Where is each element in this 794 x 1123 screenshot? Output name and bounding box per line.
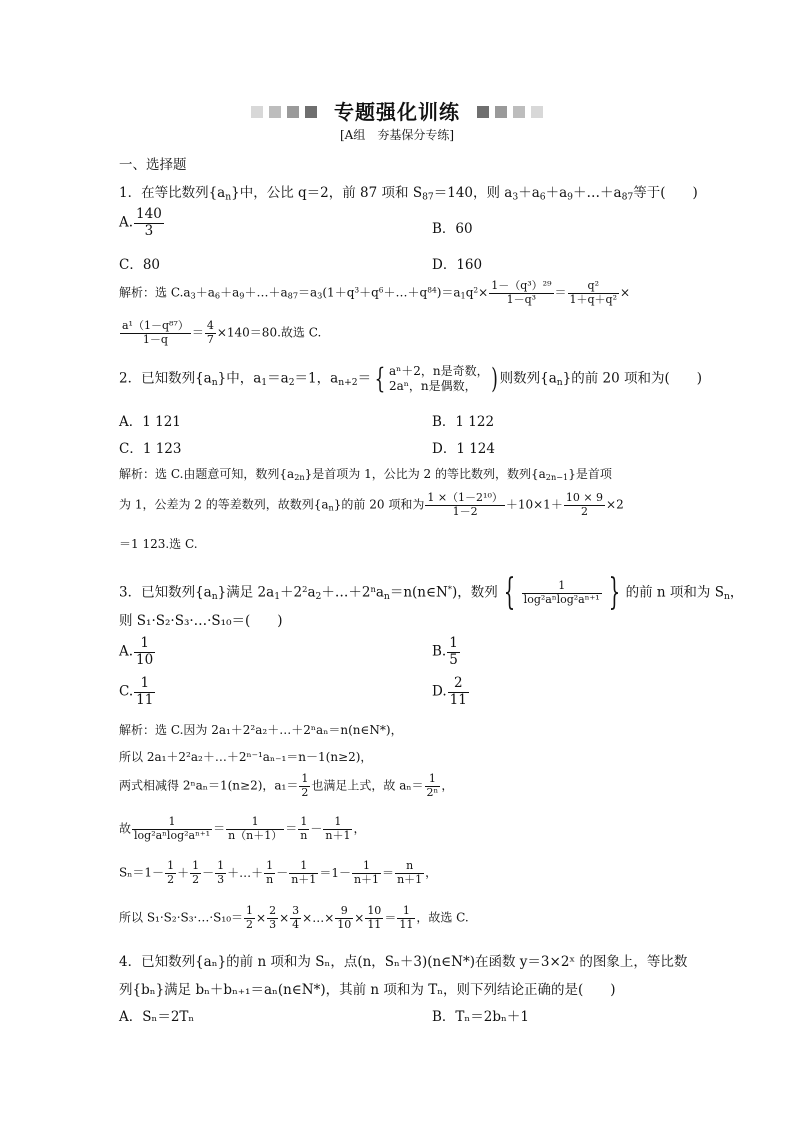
fraction-den: log²aⁿlog²aⁿ⁺¹ <box>134 828 211 842</box>
option-label: A. <box>119 214 134 231</box>
fraction-den: n＋1 <box>397 872 423 886</box>
fraction-den: 11 <box>367 917 382 931</box>
text: 3．已知数列{a <box>119 584 212 601</box>
fraction-den: 1－2 <box>452 504 478 518</box>
q1-option-c: C．80 <box>119 257 161 273</box>
fraction-den: 10 <box>136 651 154 668</box>
q2-solution-line3: ＝1 123.选 C. <box>119 537 198 551</box>
fraction-num: 1 <box>352 860 381 874</box>
text: ＝n(n∈N <box>389 584 448 601</box>
fraction-den: n <box>300 828 308 842</box>
q2-option-b: B．1 122 <box>432 414 495 430</box>
text: 则数列{a <box>499 370 557 387</box>
fraction-den: 2ⁿ <box>426 785 439 799</box>
fraction <box>289 860 318 886</box>
fraction <box>299 773 310 799</box>
page-title: 专题强化训练 <box>334 100 460 124</box>
text: }满足 2a <box>217 584 275 601</box>
text: 解析：选 C.a <box>119 285 191 300</box>
fraction <box>120 320 191 346</box>
fraction-num: 3 <box>292 904 300 917</box>
right-brace: ) <box>490 362 498 395</box>
q2-solution-line2: 为 1，公差为 2 的等差数列，故数列$\{a_n\}$的前 20 项和为 $\frac{\text{1 ×（1－2¹⁰）}}{1-2}$ ＋10×1＋ $\frac{10 \times 9}{2}$ ×2 <box>119 491 624 518</box>
fraction <box>226 816 284 842</box>
fraction-num: 9 <box>335 905 353 919</box>
fraction <box>447 636 460 668</box>
q4-option-a: A．Sₙ＝2Tₙ <box>119 1009 195 1025</box>
fraction-den: n＋1 <box>291 872 317 886</box>
q1-option-a <box>119 207 165 239</box>
fraction-num: 1 ×（1－2¹⁰） <box>427 491 503 504</box>
fraction-den: 5 <box>449 651 458 668</box>
operator: ＝1－ <box>319 865 351 880</box>
text: ，故选 C. <box>416 910 469 925</box>
q3-stem: 3．已知数列$\{a_n\}$满足 $2a_1+2^2a_2+\dots+2^na_n=n(n\in N^*)$，数列 { $\frac{1}{\text{log²aⁿlog²aⁿ⁺¹}}$ } 的前 n 项和为 $S_n$， <box>119 572 744 613</box>
header-square <box>531 106 543 118</box>
fraction-num: 2 <box>269 904 277 917</box>
q2-solution-line1: 解析：选 C.由题意可知，数列$\{a_{2n}\}$是首项为 1，公比为 2 的等比数列，数列$\{a_{2n-1}\}$是首项 <box>119 467 612 483</box>
fraction-num: 1 <box>217 859 225 872</box>
fraction-den: n＋1 <box>353 872 380 886</box>
fraction-den: n（n＋1） <box>228 828 283 842</box>
q3-stem-line2: 则 S₁·S₂·S₃·…·S₁₀＝( ) <box>119 613 283 629</box>
q3-solution-line6 <box>119 905 469 931</box>
text: q <box>465 285 474 300</box>
q3-option-d <box>432 676 470 708</box>
fraction-sequence <box>164 859 425 886</box>
q1-solution-line2 <box>119 320 321 346</box>
fraction <box>205 320 216 346</box>
text: }是首项 <box>568 467 612 481</box>
fraction-num: 1 <box>449 635 458 651</box>
fraction <box>298 816 309 842</box>
text: × <box>478 285 489 300</box>
left-brace: { <box>374 362 386 395</box>
q3-solution-line2: 所以 2a₁＋2²a₂＋…＋2ⁿ⁻¹aₙ₋₁＝n－1(n≥2)， <box>119 750 373 764</box>
text: ＋…＋q <box>383 285 428 300</box>
option-label: D. <box>432 683 447 700</box>
header-square <box>305 106 317 118</box>
text: a <box>375 584 384 601</box>
fraction <box>448 676 469 708</box>
text: － <box>310 821 323 836</box>
fraction <box>134 676 155 708</box>
fraction-num: 1 <box>132 816 212 830</box>
operator: － <box>202 865 215 880</box>
q4-stem-line2: 列{bₙ}满足 bₙ＋bₙ₊₁＝aₙ(n∈N*)，其前 n 项和为 Tₙ，则下列结论正确的是( ) <box>119 982 616 998</box>
q1-stem-part: ＋…＋a <box>573 185 622 201</box>
text: 两式相减得 2ⁿaₙ＝1(n≥2)，a₁＝ <box>119 778 299 793</box>
q3-solution-line1: 解析：选 C.因为 2a₁＋2²a₂＋…＋2ⁿaₙ＝n(n∈N*)， <box>119 723 403 737</box>
q3-solution-line4 <box>119 816 365 842</box>
fraction <box>365 905 383 931</box>
text: ＋q <box>359 285 379 300</box>
q2-option-d: D．1 124 <box>432 441 495 457</box>
fraction-num: 1 <box>397 905 415 919</box>
fraction-den: 4 <box>292 917 300 931</box>
section-heading: 一、选择题 <box>119 157 187 173</box>
fraction-den: 2 <box>580 504 588 518</box>
text: ， <box>353 821 366 836</box>
text: ＝a <box>298 285 318 300</box>
fraction-den: 11 <box>399 917 414 931</box>
text: 2．已知数列{a <box>119 370 212 387</box>
page-subtitle: [A组 夯基保分专练] <box>339 128 455 142</box>
operator: × <box>354 910 365 925</box>
fraction-den: 1－q <box>142 332 168 346</box>
q3-solution-line3 <box>119 773 453 799</box>
fraction-num: 1 <box>226 816 284 830</box>
text: )＝a <box>436 285 461 300</box>
fraction-num: q² <box>568 280 620 294</box>
fraction-den: 3 <box>144 222 154 239</box>
fraction-num: 1 <box>298 816 309 830</box>
fraction-den: 7 <box>206 332 214 346</box>
fraction-num: 1－（q³）²⁹ <box>491 279 552 292</box>
fraction <box>264 860 275 886</box>
fraction <box>267 905 278 931</box>
fraction-den: 2 <box>192 872 200 886</box>
q1-stem-part: }中，公比 q＝2，前 87 项和 S <box>231 185 423 201</box>
text: ×140＝80.故选 C. <box>216 325 322 340</box>
fraction-den: 2 <box>167 872 175 886</box>
text: 为 1，公差为 2 的等差数列，故数列{a <box>119 497 329 512</box>
text: ， <box>441 778 454 793</box>
operator: ＝ <box>384 910 397 925</box>
fraction <box>134 207 164 239</box>
text: 的前 n 项和为 S <box>625 584 724 601</box>
operator: ×…× <box>302 910 335 925</box>
header-square <box>251 106 263 118</box>
fraction <box>244 905 255 931</box>
fraction-den: n <box>266 872 274 886</box>
fraction-den: 3 <box>269 917 277 931</box>
text: ＝ <box>213 821 226 836</box>
text: a <box>307 584 316 601</box>
fraction-sequence <box>243 904 416 931</box>
fraction-den: n＋1 <box>325 828 351 842</box>
fraction-num: 1 <box>522 580 602 594</box>
operator: × <box>256 910 267 925</box>
fraction <box>190 860 201 886</box>
text: ＋a <box>195 285 215 300</box>
fraction-den: 10 <box>337 917 352 931</box>
text: ＋10×1＋ <box>505 497 563 512</box>
fraction-den: 3 <box>217 872 225 886</box>
q4-stem-line1: 4．已知数列{aₙ}的前 n 项和为 Sₙ，点(n，Sₙ＋3)(n∈N*)在函数 y＝3×2ˣ 的图象上，等比数 <box>119 954 688 970</box>
header-square <box>269 106 281 118</box>
fraction-num: 4 <box>206 319 214 332</box>
q3-option-a <box>119 636 156 668</box>
q3-solution-line5 <box>119 860 437 886</box>
fraction-num: 1 <box>192 859 200 872</box>
text: ＝ <box>357 370 372 387</box>
fraction-num: 2 <box>448 676 469 693</box>
text: }的前 20 项和为 <box>333 497 425 512</box>
fraction <box>134 636 155 668</box>
header-square <box>477 106 489 118</box>
text: 所以 S₁·S₂·S₃·…·S₁₀＝ <box>119 910 244 925</box>
text: ＝1，a <box>294 370 339 387</box>
text: }中，a <box>217 370 262 387</box>
fraction <box>395 860 424 886</box>
fraction-num: 1 <box>323 816 352 830</box>
q1-stem-part: 等于( ) <box>633 185 698 201</box>
q2-stem: 2．已知数列$\{a_n\}$中，$a_1=a_2=1$，$a_{n+2}=$ { aⁿ＋2，n是奇数， 2aⁿ，n是偶数， ) 则数列$\{a_n\}$的前 20 项和为( ) <box>119 362 703 395</box>
q4-option-b: B．Tₙ＝2bₙ＋1 <box>432 1009 529 1025</box>
header-square <box>495 106 507 118</box>
fraction <box>425 773 441 799</box>
fraction <box>335 905 353 931</box>
fraction-den: 11 <box>136 691 154 708</box>
q3-option-b <box>432 636 461 668</box>
fraction <box>165 860 176 886</box>
fraction-den: 11 <box>449 691 467 708</box>
fraction <box>489 280 553 306</box>
text: }的前 20 项和为( ) <box>562 370 703 387</box>
page-header <box>0 96 794 125</box>
text: ＋…＋2 <box>321 584 371 601</box>
fraction-num: 1 <box>425 773 441 787</box>
q1-stem-part: ＋a <box>518 185 540 201</box>
fraction-num: 1 <box>134 636 155 653</box>
fraction-num: 10 × 9 <box>565 491 604 504</box>
operator: － <box>276 865 289 880</box>
q2-option-c: C．1 123 <box>119 441 182 457</box>
fraction-num: 1 <box>246 904 254 917</box>
fraction-num: 1 <box>301 772 309 785</box>
fraction-num: 1 <box>289 860 318 874</box>
fraction-num: 1 <box>167 859 175 872</box>
q3-option-c <box>119 676 156 708</box>
q1-stem-part: ＝140，则 a <box>433 185 513 201</box>
case-line: aⁿ＋2，n是奇数， <box>388 364 489 378</box>
text: )，数列 <box>451 584 498 601</box>
text: × <box>620 285 631 300</box>
fraction <box>352 860 381 886</box>
q1-stem-part: ＋a <box>545 185 568 201</box>
text: ＋a <box>220 285 240 300</box>
text: 故 <box>119 821 132 836</box>
fraction <box>290 905 301 931</box>
fraction <box>397 905 415 931</box>
fraction-den: 1＋q＋q² <box>569 292 618 306</box>
fraction <box>425 492 505 518</box>
fraction-num: 140 <box>136 206 162 222</box>
operator: ＝ <box>382 865 395 880</box>
option-label: B. <box>432 643 447 660</box>
fraction-den: 2 <box>246 917 254 931</box>
fraction <box>215 860 226 886</box>
q1-option-b: B．60 <box>432 221 473 237</box>
text: Sₙ＝1－ <box>119 865 165 880</box>
text: ＝ <box>285 821 298 836</box>
q1-stem-part: 1．在等比数列{a <box>119 185 226 201</box>
fraction-num: 1 <box>264 860 275 874</box>
text: 解析：选 C.由题意可知，数列{a <box>119 467 295 481</box>
fraction-den: 2 <box>301 785 309 799</box>
fraction-num: 1 <box>134 676 155 693</box>
fraction <box>568 280 620 306</box>
text: ＝a <box>267 370 289 387</box>
option-label: C. <box>119 683 134 700</box>
operator: ＋ <box>177 865 190 880</box>
text: ×2 <box>606 497 624 512</box>
left-brace: { <box>503 572 515 613</box>
text: ， <box>425 865 438 880</box>
piecewise-cases <box>389 364 489 394</box>
fraction-num: n <box>395 860 424 874</box>
text: }是首项为 1，公比为 2 的等比数列，数列{a <box>304 467 546 481</box>
case-line: 2aⁿ，n是偶数， <box>388 379 477 393</box>
header-square <box>513 106 525 118</box>
fraction <box>522 580 602 606</box>
text: (1＋q <box>322 285 355 300</box>
text: ＋…＋a <box>244 285 288 300</box>
operator: ＋…＋ <box>227 865 264 880</box>
q2-option-a: A．1 121 <box>119 414 181 430</box>
header-square <box>287 106 299 118</box>
fraction <box>564 492 605 518</box>
q1-solution-line1: 解析：选 $C.a_3+a_6+a_9+\dots+a_{87}=a_3(1+q^3+q^6+\dots+q^{84})=a_1q^2\times$ $\frac{\text{1－（q³）²⁹}}{\text{1－q³}}$ ＝ $\frac{\text{q²}}{\text{1＋q＋q²}}$ × <box>119 279 631 306</box>
fraction-num: 10 <box>367 904 382 917</box>
operator: × <box>279 910 290 925</box>
text: ＝ <box>554 285 567 300</box>
q1-stem: 1．在等比数列$\{a_n\}$中，公比 q＝2，前 87 项和 $S_{87}=140$，则 $a_3+a_6+a_9+\dots+a_{87}$等于( ) <box>119 185 698 203</box>
fraction-num: a¹（1－q⁸⁷） <box>122 319 189 332</box>
q1-option-d: D．160 <box>432 257 483 273</box>
option-label: A. <box>119 643 134 660</box>
fraction <box>132 816 212 842</box>
text: 也满足上式，故 aₙ＝ <box>311 778 424 793</box>
text: ＋2 <box>280 584 303 601</box>
text: ＝ <box>191 325 204 340</box>
fraction <box>323 816 352 842</box>
right-brace: } <box>608 572 620 613</box>
fraction-den: 1－q³ <box>506 292 537 306</box>
fraction-den: log²aⁿlog²aⁿ⁺¹ <box>523 592 600 606</box>
